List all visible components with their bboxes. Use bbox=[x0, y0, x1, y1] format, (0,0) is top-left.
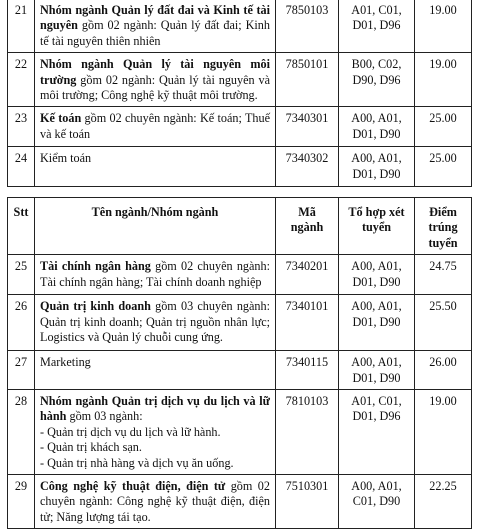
header-major-code: Mã ngành bbox=[276, 198, 339, 255]
major-name-bold: Tài chính ngân hàng bbox=[40, 259, 151, 274]
major-name-rest: Marketing bbox=[40, 355, 91, 370]
major-name-rest: gồm 03 ngành: bbox=[66, 409, 143, 424]
major-name-rest: gồm 02 ngành: Quản lý tài nguyên và môi trường; Công nghệ kỹ thuật môi trường. bbox=[40, 72, 270, 103]
score-cell: 25.00 bbox=[415, 147, 472, 187]
stt-cell: 21 bbox=[8, 0, 35, 53]
score-cell: 19.00 bbox=[415, 0, 472, 53]
subject-combo-cell: A00, A01, D01, D90 bbox=[339, 147, 415, 187]
stt-cell: 25 bbox=[8, 255, 35, 295]
major-name-rest: gồm 03 chuyên ngành: Quản trị kinh doanh; Quản trị nguồn nhân lực; Logistics và Quản lý chuỗi cung ứng. bbox=[40, 299, 270, 345]
score-cell: 19.00 bbox=[415, 53, 472, 107]
subject-combo-cell: A00, A01, D01, D90 bbox=[339, 351, 415, 390]
header-score: Điểm trúng tuyển bbox=[415, 198, 472, 255]
sub-major-item: - Quản trị nhà hàng và dịch vụ ăn uống. bbox=[40, 455, 234, 470]
table-row bbox=[8, 295, 472, 351]
subject-combo-cell: B00, C02, D90, D96 bbox=[339, 53, 415, 107]
major-name-cell bbox=[35, 255, 276, 295]
major-code-cell: 7340302 bbox=[276, 147, 339, 187]
subject-combo-cell: A00, A01, D01, D90 bbox=[339, 295, 415, 351]
major-name-cell bbox=[35, 0, 276, 53]
table-row bbox=[8, 53, 472, 107]
major-code-cell: 7340301 bbox=[276, 107, 339, 147]
stt-cell: 29 bbox=[8, 475, 35, 529]
table-header-row bbox=[8, 198, 472, 255]
major-code-cell: 7810103 bbox=[276, 390, 339, 475]
major-code-cell: 7850101 bbox=[276, 53, 339, 107]
major-name-cell bbox=[35, 295, 276, 351]
major-name-bold: Nhóm ngành Quản lý tài nguyên môi trường bbox=[40, 57, 270, 87]
table-row bbox=[8, 390, 472, 475]
table-row bbox=[8, 147, 472, 187]
table-row bbox=[8, 107, 472, 147]
stt-cell: 24 bbox=[8, 147, 35, 187]
score-cell: 19.00 bbox=[415, 390, 472, 475]
major-code-cell: 7850103 bbox=[276, 0, 339, 53]
major-name-bold: Kế toán bbox=[40, 111, 82, 126]
major-name-cell bbox=[35, 390, 276, 475]
major-name-bold: Nhóm ngành Quản lý đất đai và Kinh tế tài nguyên bbox=[40, 3, 270, 33]
major-name-bold: Công nghệ kỹ thuật điện, điện tử bbox=[40, 479, 226, 494]
header-stt: Stt bbox=[8, 198, 35, 255]
admission-table-top bbox=[7, 0, 472, 187]
major-name-rest: gồm 02 chuyên ngành: Kế toán; Thuế và kế toán bbox=[40, 111, 271, 141]
major-code-cell: 7510301 bbox=[276, 475, 339, 529]
sub-major-item: - Quản trị dịch vụ du lịch và lữ hành. bbox=[40, 424, 221, 439]
major-name-bold: Nhóm ngành Quản trị dịch vụ du lịch và lữ hành bbox=[40, 394, 270, 424]
major-name-cell bbox=[35, 147, 276, 187]
stt-cell: 26 bbox=[8, 295, 35, 351]
table-row bbox=[8, 0, 472, 53]
header-major-name: Tên ngành/Nhóm ngành bbox=[35, 198, 276, 255]
subject-combo-cell: A00, A01, C01, D90 bbox=[339, 475, 415, 529]
table-row bbox=[8, 255, 472, 295]
table-row bbox=[8, 351, 472, 390]
table-row bbox=[8, 475, 472, 529]
stt-cell: 27 bbox=[8, 351, 35, 390]
score-cell: 26.00 bbox=[415, 351, 472, 390]
score-cell: 25.50 bbox=[415, 295, 472, 351]
subject-combo-cell: A00, A01, D01, D90 bbox=[339, 255, 415, 295]
major-name-cell bbox=[35, 53, 276, 107]
major-name-rest: gồm 02 chuyên ngành: Công nghệ kỹ thuật điện, điện tử; Năng lượng tái tạo. bbox=[40, 479, 270, 524]
major-name-cell bbox=[35, 107, 276, 147]
major-code-cell: 7340201 bbox=[276, 255, 339, 295]
subject-combo-cell: A01, C01, D01, D96 bbox=[339, 0, 415, 53]
major-name-cell bbox=[35, 475, 276, 529]
major-name-rest: gồm 02 chuyên ngành: Tài chính ngân hàng; Tài chính doanh nghiệp bbox=[40, 259, 270, 289]
score-cell: 24.75 bbox=[415, 255, 472, 295]
major-name-rest: Kiểm toán bbox=[40, 151, 92, 166]
stt-cell: 22 bbox=[8, 53, 35, 107]
stt-cell: 23 bbox=[8, 107, 35, 147]
major-name-rest: gồm 02 ngành: Quản lý đất đai; Kinh tế tài nguyên thiên nhiên bbox=[40, 18, 270, 48]
header-subject-combo: Tổ hợp xét tuyển bbox=[339, 198, 415, 255]
score-cell: 25.00 bbox=[415, 107, 472, 147]
sub-major-item: - Quản trị khách sạn. bbox=[40, 440, 142, 455]
major-name-bold: Quản trị kinh doanh bbox=[40, 299, 151, 314]
subject-combo-cell: A00, A01, D01, D90 bbox=[339, 107, 415, 147]
subject-combo-cell: A01, C01, D01, D96 bbox=[339, 390, 415, 475]
stt-cell: 28 bbox=[8, 390, 35, 475]
major-code-cell: 7340101 bbox=[276, 295, 339, 351]
major-code-cell: 7340115 bbox=[276, 351, 339, 390]
admission-table-bottom bbox=[7, 197, 472, 529]
score-cell: 22.25 bbox=[415, 475, 472, 529]
major-name-cell bbox=[35, 351, 276, 390]
